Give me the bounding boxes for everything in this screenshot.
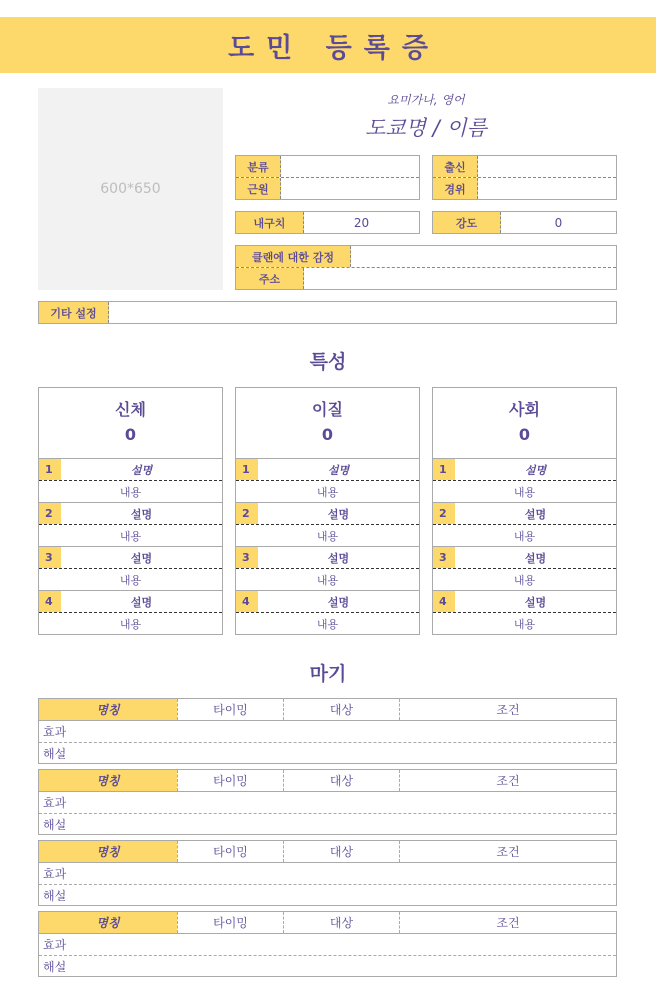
magi-target-field[interactable]: 대상 bbox=[283, 699, 399, 720]
other-settings-field[interactable] bbox=[109, 302, 616, 323]
clan-feeling-field[interactable] bbox=[351, 246, 616, 267]
magi-target-field[interactable]: 대상 bbox=[283, 841, 399, 862]
magi-effect-field[interactable]: 효과 bbox=[39, 934, 616, 956]
info-row-origin bbox=[236, 177, 419, 199]
trait-item-description[interactable]: 설명 bbox=[130, 463, 153, 477]
trait-item-list bbox=[433, 458, 616, 634]
magi-timing-field[interactable]: 타이밍 bbox=[177, 841, 283, 862]
magi-header-row bbox=[39, 770, 616, 792]
magi-name-field[interactable]: 명칭 bbox=[39, 699, 177, 720]
background-field[interactable] bbox=[478, 178, 616, 199]
origin-label: 근원 bbox=[236, 178, 281, 199]
photo-placeholder[interactable] bbox=[38, 88, 223, 290]
trait-item-content[interactable]: 내용 bbox=[513, 617, 536, 631]
trait-item-content[interactable]: 내용 bbox=[236, 525, 419, 547]
trait-item bbox=[236, 547, 419, 591]
magi-note-field[interactable]: 해설 bbox=[43, 818, 67, 832]
trait-item bbox=[433, 591, 616, 634]
trait-item-content[interactable]: 내용 bbox=[119, 617, 142, 631]
character-name: 도쿄명 / 이름 bbox=[365, 116, 487, 140]
photo-size-label: 600*650 bbox=[100, 181, 161, 197]
info-row-background bbox=[433, 177, 616, 199]
trait-item bbox=[433, 547, 616, 591]
address-row bbox=[236, 267, 616, 289]
address-label: 주소 bbox=[236, 268, 304, 289]
trait-item-list bbox=[39, 458, 222, 634]
trait-item-content[interactable]: 내용 bbox=[39, 481, 222, 503]
trait-column-strangeness bbox=[235, 387, 420, 635]
clan-feeling-row bbox=[236, 246, 616, 267]
trait-item bbox=[433, 503, 616, 547]
magi-condition-field[interactable]: 조건 bbox=[399, 841, 616, 862]
trait-item bbox=[39, 459, 222, 503]
trait-item-description[interactable]: 설명 bbox=[327, 551, 350, 565]
background-label: 경위 bbox=[433, 178, 478, 199]
trait-column-social bbox=[432, 387, 617, 635]
magi-condition-field[interactable]: 조건 bbox=[399, 912, 616, 933]
info-box-right bbox=[432, 155, 617, 200]
trait-item-description[interactable]: 설명 bbox=[130, 595, 153, 609]
magi-timing-field[interactable]: 타이밍 bbox=[177, 912, 283, 933]
info-row-birthplace bbox=[433, 156, 616, 177]
trait-name: 이질 bbox=[312, 400, 343, 419]
magi-timing-field[interactable]: 타이밍 bbox=[177, 770, 283, 791]
magi-header-row bbox=[39, 699, 616, 721]
magi-header-row bbox=[39, 841, 616, 863]
trait-item-content[interactable]: 내용 bbox=[39, 569, 222, 591]
category-field[interactable] bbox=[281, 156, 419, 177]
magi-note-field[interactable]: 해설 bbox=[43, 960, 67, 974]
trait-item-number: 2 bbox=[433, 503, 455, 524]
strength-field[interactable]: 0 bbox=[554, 215, 563, 230]
trait-item bbox=[39, 503, 222, 547]
trait-item-content[interactable]: 내용 bbox=[39, 525, 222, 547]
magi-name-field[interactable]: 명칭 bbox=[39, 912, 177, 933]
info-row-category bbox=[236, 156, 419, 177]
trait-item bbox=[236, 503, 419, 547]
trait-item-content[interactable]: 내용 bbox=[433, 569, 616, 591]
other-settings-label: 기타 설정 bbox=[39, 302, 109, 323]
trait-item-content[interactable]: 내용 bbox=[316, 617, 339, 631]
traits-heading: 특성 bbox=[309, 351, 347, 373]
trait-item-description[interactable]: 설명 bbox=[327, 507, 350, 521]
magi-card bbox=[38, 698, 617, 764]
trait-item-description[interactable]: 설명 bbox=[327, 463, 350, 477]
trait-score[interactable]: 0 bbox=[518, 425, 531, 444]
title-banner bbox=[0, 17, 656, 73]
trait-score[interactable]: 0 bbox=[124, 425, 137, 444]
birthplace-label: 출신 bbox=[433, 156, 478, 177]
trait-item-content[interactable]: 내용 bbox=[236, 569, 419, 591]
trait-name: 신체 bbox=[115, 400, 146, 419]
magi-header-row bbox=[39, 912, 616, 934]
magi-note-field[interactable]: 해설 bbox=[43, 889, 67, 903]
trait-item-number: 4 bbox=[433, 591, 455, 612]
trait-item-description[interactable]: 설명 bbox=[130, 507, 153, 521]
magi-condition-field[interactable]: 조건 bbox=[399, 770, 616, 791]
clan-feeling-label: 클랜에 대한 감정 bbox=[236, 246, 351, 267]
trait-item-description[interactable]: 설명 bbox=[327, 595, 350, 609]
trait-item-description[interactable]: 설명 bbox=[524, 507, 547, 521]
address-field[interactable] bbox=[304, 268, 616, 289]
trait-item bbox=[433, 459, 616, 503]
magi-card bbox=[38, 911, 617, 977]
category-label: 분류 bbox=[236, 156, 281, 177]
trait-item-list bbox=[236, 458, 419, 634]
trait-item bbox=[39, 547, 222, 591]
magi-condition-field[interactable]: 조건 bbox=[399, 699, 616, 720]
trait-item-number: 1 bbox=[433, 459, 455, 480]
trait-item-description[interactable]: 설명 bbox=[524, 463, 547, 477]
magi-effect-field[interactable]: 효과 bbox=[39, 792, 616, 814]
birthplace-field[interactable] bbox=[478, 156, 616, 177]
magi-heading: 마기 bbox=[309, 663, 347, 685]
trait-item-content[interactable]: 내용 bbox=[236, 481, 419, 503]
origin-field[interactable] bbox=[281, 178, 419, 199]
trait-item-number: 2 bbox=[236, 503, 258, 524]
trait-item-number: 4 bbox=[236, 591, 258, 612]
trait-item-number: 1 bbox=[39, 459, 61, 480]
magi-effect-field[interactable]: 효과 bbox=[39, 863, 616, 885]
name-reading: 요미가나, 영어 bbox=[387, 93, 465, 107]
durability-label: 내구치 bbox=[236, 212, 304, 233]
magi-name-field[interactable]: 명칭 bbox=[39, 770, 177, 791]
trait-item-number: 4 bbox=[39, 591, 61, 612]
trait-score[interactable]: 0 bbox=[321, 425, 334, 444]
clan-box bbox=[235, 245, 617, 290]
trait-column-body bbox=[38, 387, 223, 635]
page-title: 도민 등록증 bbox=[228, 32, 440, 64]
info-box-left bbox=[235, 155, 420, 200]
other-settings-box bbox=[38, 301, 617, 324]
magi-note-field[interactable]: 해설 bbox=[43, 747, 67, 761]
magi-name-field[interactable]: 명칭 bbox=[39, 841, 177, 862]
durability-box bbox=[235, 211, 420, 234]
trait-item-content[interactable]: 내용 bbox=[433, 525, 616, 547]
trait-item-number: 3 bbox=[433, 547, 455, 568]
trait-item-description[interactable]: 설명 bbox=[130, 551, 153, 565]
magi-card bbox=[38, 769, 617, 835]
trait-item bbox=[39, 591, 222, 634]
trait-name: 사회 bbox=[509, 400, 540, 419]
trait-item-content[interactable]: 내용 bbox=[433, 481, 616, 503]
trait-item-number: 1 bbox=[236, 459, 258, 480]
magi-timing-field[interactable]: 타이밍 bbox=[177, 699, 283, 720]
magi-target-field[interactable]: 대상 bbox=[283, 912, 399, 933]
strength-label: 강도 bbox=[433, 212, 501, 233]
magi-card bbox=[38, 840, 617, 906]
strength-box bbox=[432, 211, 617, 234]
trait-item bbox=[236, 591, 419, 634]
magi-target-field[interactable]: 대상 bbox=[283, 770, 399, 791]
trait-item bbox=[236, 459, 419, 503]
durability-field[interactable]: 20 bbox=[353, 215, 370, 230]
trait-item-number: 3 bbox=[236, 547, 258, 568]
trait-item-description[interactable]: 설명 bbox=[524, 595, 547, 609]
trait-item-number: 2 bbox=[39, 503, 61, 524]
trait-item-number: 3 bbox=[39, 547, 61, 568]
magi-effect-field[interactable]: 효과 bbox=[39, 721, 616, 743]
trait-item-description[interactable]: 설명 bbox=[524, 551, 547, 565]
